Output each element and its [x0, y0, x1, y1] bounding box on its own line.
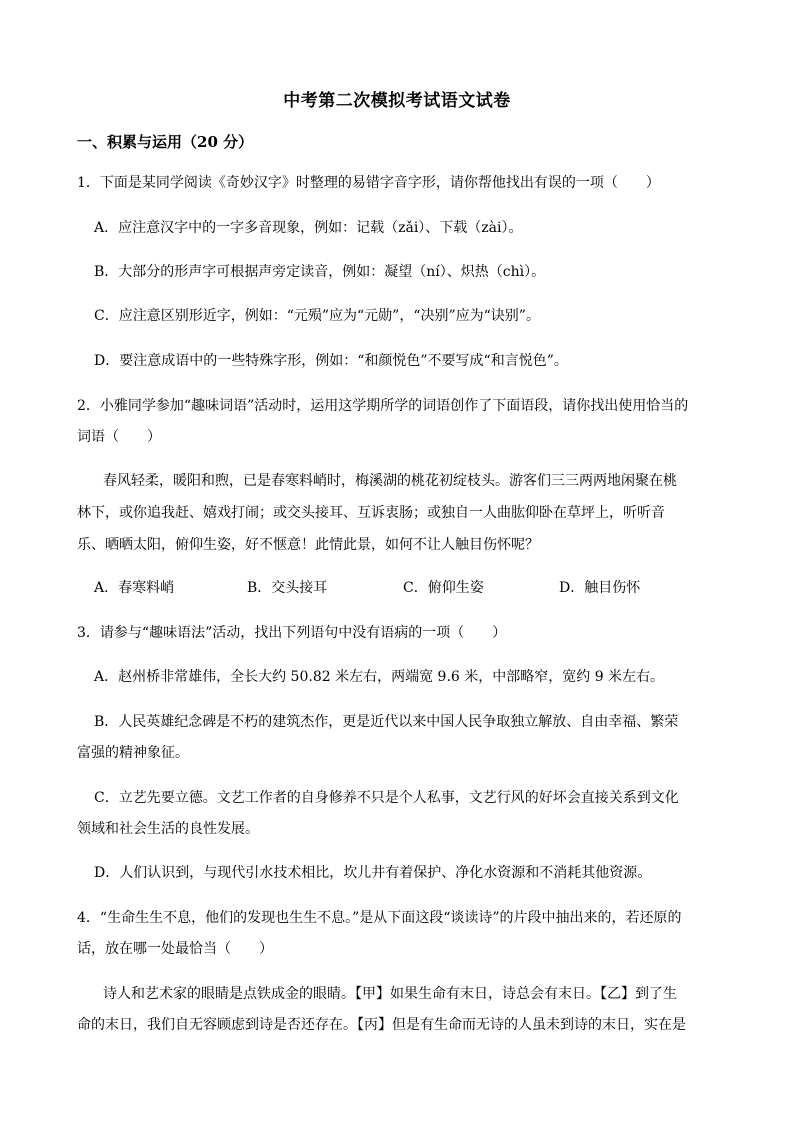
question-4-passage-line1: 诗人和艺术家的眼睛是点铁成金的眼睛。【甲】如果生命有末日，诗总会有末日。【乙】到了生 [103, 986, 677, 1002]
question-3-stem: 3．请参与“趣味语法”活动，找出下列语句中没有语病的一项（ ） [77, 625, 507, 641]
question-4-stem-line2: 话，放在哪一处最恰当（ ） [77, 941, 273, 957]
question-1-option-d: D．要注意成语中的一些特殊字形，例如：“和颜悦色”不要写成“和言悦色”。 [94, 353, 568, 369]
question-1-stem: 1．下面是某同学阅读《奇妙汉字》时整理的易错字音字形，请你帮他找出有误的一项（ ） [77, 175, 660, 191]
question-2-stem-line1: 2．小雅同学参加“趣味词语”活动时，运用这学期所学的词语创作了下面语段，请你找出使用恰当的 [77, 398, 689, 414]
question-2-stem-line2: 词语（ ） [77, 429, 161, 445]
question-2-passage-line3: 乐、晒晒太阳，俯仰生姿，好不惬意！此情此景，如何不让人触目伤怀呢？ [77, 537, 539, 553]
question-4-stem-line1: 4．“生命生生不息，他们的发现也生生不息。”是从下面这段“谈读诗”的片段中抽出来的，若还原的 [77, 910, 682, 926]
question-3-option-a: A．赵州桥非常雄伟，全长大约 50.82 米左右，两端宽 9.6 米，中部略窄，宽约 9 米左右。 [94, 669, 665, 685]
question-2-option-a: A．春寒料峭 [94, 580, 175, 596]
question-2-option-c: C．俯仰生姿 [403, 580, 484, 596]
question-4-passage-line2: 命的末日，我们自无容顾虑到诗是否还存在。【丙】但是有生命而无诗的人虽未到诗的末日，实在是 [77, 1017, 686, 1033]
question-2-passage-line1: 春风轻柔，暖阳和煦，已是春寒料峭时，梅溪湖的桃花初绽枝头。游客们三三两两地闲聚在桃 [103, 473, 677, 489]
section-heading: 一、积累与运用（20 分） [77, 133, 254, 151]
question-1-option-a: A．应注意汉字中的一字多音现象，例如：记载（zǎi）、下载（zài）。 [94, 220, 523, 236]
question-3-option-b-line2: 富强的精神象征。 [77, 745, 189, 761]
question-3-option-d: D．人们认识到，与现代引水技术相比，坎儿井有着保护、净化水资源和不消耗其他资源。 [94, 865, 652, 881]
question-3-option-b-line1: B．人民英雄纪念碑是不朽的建筑杰作，更是近代以来中国人民争取独立解放、自由幸福、繁荣 [94, 714, 679, 730]
question-1-option-b: B．大部分的形声字可根据声旁定读音，例如：凝望（ní）、炽热（chì）。 [94, 264, 546, 280]
question-2-option-b: B．交头接耳 [247, 580, 328, 596]
question-3-option-c-line1: C．立艺先要立德。文艺工作者的自身修养不只是个人私事，文艺行风的好坏会直接关系到文化 [94, 790, 679, 806]
exam-title: 中考第二次模拟考试语文试卷 [283, 91, 511, 111]
question-2-passage-line2: 林下，或你追我赶、嬉戏打闹；或交头接耳、互诉衷肠；或独自一人曲肱仰卧在草坪上，听听音 [77, 505, 665, 521]
question-3-option-c-line2: 领域和社会生活的良性发展。 [77, 821, 259, 837]
question-1-option-c: C．应注意区别形近字，例如：“元殒”应为“元勋”，“决别”应为“诀别”。 [94, 308, 540, 324]
question-2-options [94, 578, 714, 598]
question-2-option-d: D．触目伤怀 [559, 580, 641, 596]
